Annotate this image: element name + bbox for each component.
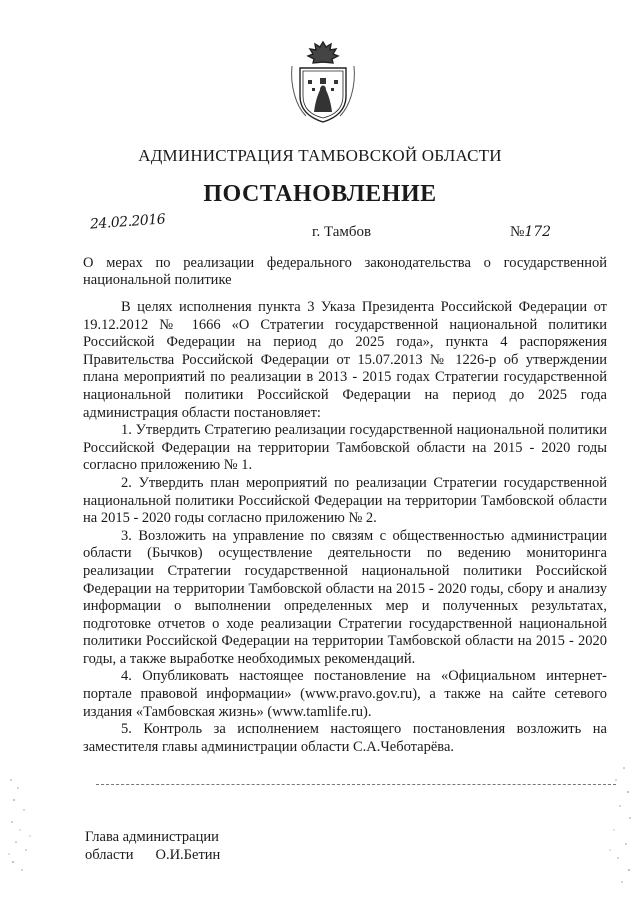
scan-noise-left	[6, 770, 40, 880]
signatory-line	[85, 846, 220, 864]
clause-paragraph: 2. Утвердить план мероприятий по реализации Стратегии государственной национальной политики Российской Федерации на территории Тамбовской области на 2015 - 2020 годы согласно приложению № 2.	[83, 474, 607, 527]
document-type: ПОСТАНОВЛЕНИЕ	[203, 181, 437, 207]
organization-name: АДМИНИСТРАЦИЯ ТАМБОВСКОЙ ОБЛАСТИ	[138, 146, 502, 165]
signatory-title-2: области	[85, 847, 134, 863]
clause-paragraph: 5. Контроль за исполнением настоящего постановления возложить на заместителя главы администрации области С.А.Чеботарёва.	[83, 721, 607, 755]
coat-of-arms-icon	[290, 38, 356, 124]
preamble-paragraph: В целях исполнения пункта 3 Указа Президента Российской Федерации от 19.12.2012 № 1666 «О Стратегии государственной национальной политики Российской Федерации на период до 2025 года», пункта 4 распоряжения Правительства Российской Федерации от 15.07.2013 № 1226-р об утверждении плана мероприятий по реализации в 2013 - 2015 годах Стратегии государственной национальной политики Российской Федерации на период до 2025 года администрация области постановляет:	[83, 299, 607, 421]
document-subject: О мерах по реализации федерального законодательства о государственной национальной политике	[83, 255, 607, 288]
number-value: 172	[524, 224, 552, 240]
signatory-title: Глава администрации	[85, 829, 219, 845]
number-sign: №	[510, 224, 525, 240]
document-city: г. Тамбов	[312, 224, 372, 240]
signatory-name: О.И.Бетин	[155, 847, 221, 863]
scan-divider	[96, 784, 616, 785]
scan-noise-right	[594, 760, 634, 890]
document-number	[510, 224, 551, 241]
clause-paragraph: 3. Возложить на управление по связям с общественностью администрации области (Бычков) осуществление деятельности по ведению мониторинга реализации Стратегии государственной национальной политики Российской Федерации на территории Тамбовской области на 2015 - 2020 годы, сбору и анализу информации о выполнении определенных мер и полученных результатах, подготовке отчетов о ходе реализации Стратегии государственной национальной политики Российской Федерации на территории Тамбовской области на 2015 - 2020 годы, а также выработке необходимых рекомендаций.	[83, 527, 607, 667]
clause-paragraph: 4. Опубликовать настоящее постановление на «Официальном интернет-портале правовой информации» (www.pravo.gov.ru), а также на сайте сетевого издания «Тамбовская жизнь» (www.tamlife.ru).	[83, 668, 607, 720]
signature-block	[85, 828, 220, 864]
document-date: 24.02.2016	[89, 211, 166, 233]
clause-paragraph: 1. Утвердить Стратегию реализации государственной национальной политики Российской Федерации на территории Тамбовской области на 2015 - 2020 годы согласно приложению № 1.	[83, 422, 607, 474]
document-body	[83, 299, 607, 756]
